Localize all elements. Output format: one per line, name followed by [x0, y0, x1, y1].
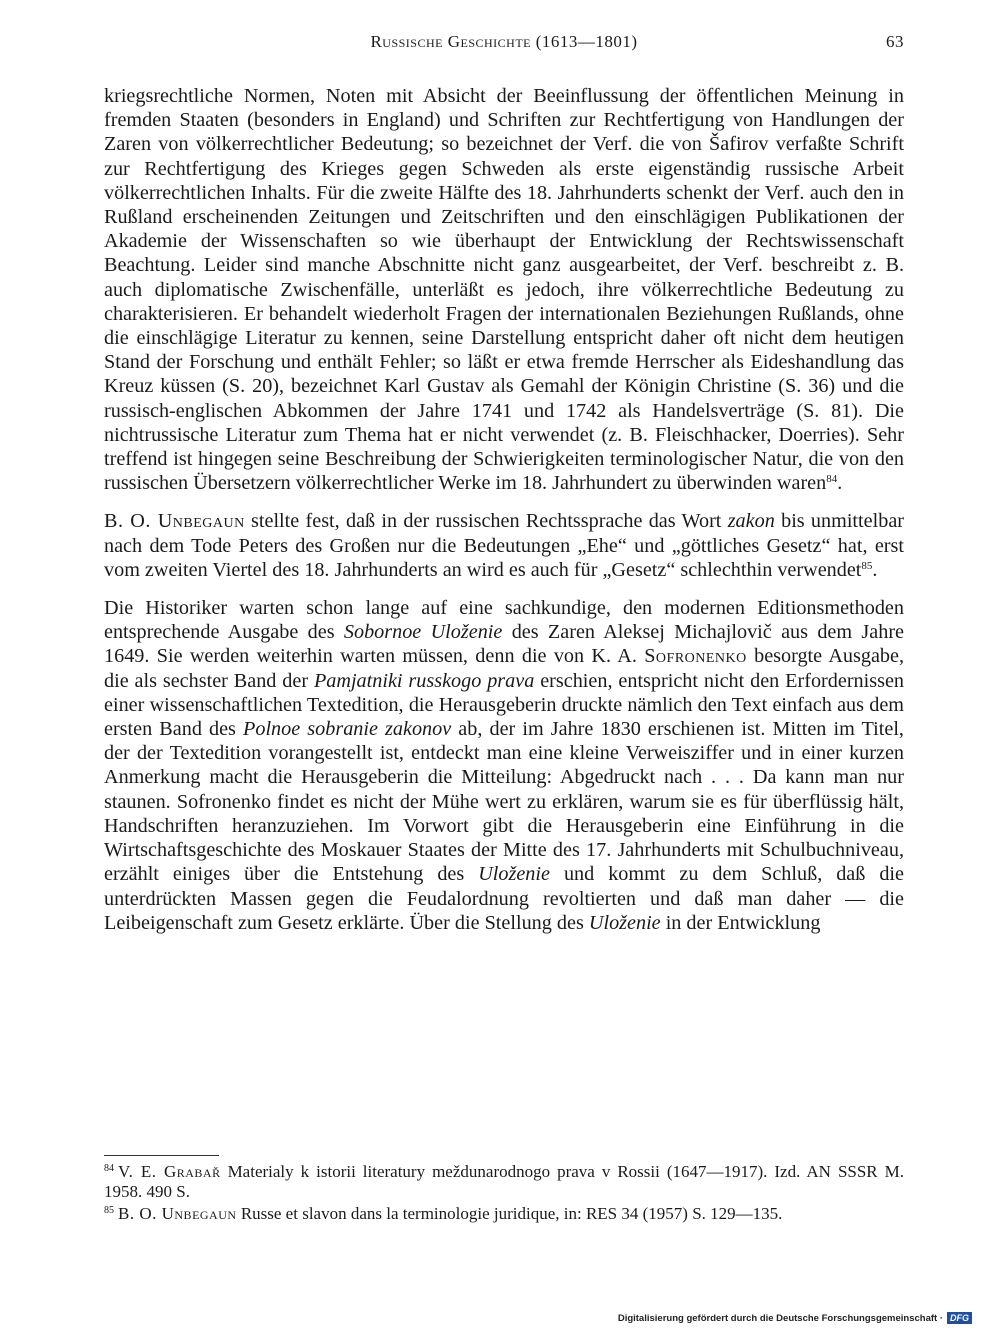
text-run: ab, der im Jahre 1830 erschienen ist. Mitten im Titel, der der Textedition vorangestellt ist, entdeckt man eine kleine Verweisziffer und in einer kurzen Anmerkung macht die Herausgeberin die Mitteilung: Abgedruckt nach . . . Da kann man nur staunen. Sofronenko findet es nicht der Mühe wert zu erklären, warum sie es für überflüssig hält, Handschriften heranzuziehen. Im Vorwort gibt die Herausgeberin eine Einführung in die Wirtschaftsgeschichte des Moskauer Staates der Mitte des 17. Jahrhunderts mit Schulbuchniveau, erzählt einiges über die Entstehung des: [104, 718, 904, 886]
text-run: in der Entwicklung: [660, 911, 821, 934]
footnote-ref-84[interactable]: 84: [826, 473, 838, 486]
paragraph-3: [104, 596, 904, 935]
paragraph-1: [104, 84, 904, 495]
footnote-84: [104, 1162, 904, 1201]
italic-title: Uloženie: [588, 911, 661, 934]
italic-title: Sobornoe Uloženie: [343, 621, 503, 644]
paragraph-2: [104, 509, 904, 582]
italic-title: Uloženie: [478, 863, 550, 886]
italic-title: Polnoe sobranie zakonov: [243, 718, 452, 741]
italic-title: Pamjatniki russkogo prava: [313, 669, 535, 692]
footnote-text: Materialy k istorii literatury meždunarodnogo prava v Rossii (1647—1917). Izd. AN SSSR M. 1958. 490 S.: [104, 1162, 905, 1201]
text-run: kriegsrechtliche Normen, Noten mit Absicht der Beeinflussung der öffentlichen Meinung in fremden Staaten (besonders in England) und Schriften zur Rechtfertigung von Handlungen der Zaren von völkerrechtlicher Bedeutung; so bezeichnet der Verf. die von Šafirov verfaßte Schrift zur Rechtfertigung des Krieges gegen Schweden als erste eigenständig russische Arbeit völkerrechtlichen Inhalts. Für die zweite Hälfte des 18. Jahrhunderts schenkt der Verf. auch den in Rußland erscheinenden Zeitungen und Zeitschriften und den einschlägigen Publikationen der Akademie der Wissenschaften so wie überhaupt der Entwicklung der Rechtswissenschaft Beachtung. Leider sind manche Abschnitte nicht ganz ausgearbeitet, der Verf. beschreibt z. B. auch diplomatische Zwischenfälle, unterläßt es jedoch, ihre völkerrechtliche Bedeutung zu charakterisieren. Er behandelt wiederholt Fragen der internationalen Beziehungen Rußlands, ohne die einschlägige Literatur zu kennen, seine Darstellung entspricht daher oft nicht dem heutigen Stand der Forschung und enthält Fehler; so läßt er etwa fremde Herrscher als Eideshandlung das Kreuz küssen (S. 20), bezeichnet Karl Gustav als Gemahl der Königin Christine (S. 36) und die russisch-englischen Abkommen der Jahre 1741 und 1742 als Handelsverträge (S. 81). Die nichtrussische Literatur zum Thema hat er nicht verwendet (z. B. Fleischhacker, Doerries). Sehr treffend ist hingegen seine Beschreibung der Schwierigkeiten terminologischer Natur, die von den russischen Übersetzern völkerrechtlicher Werke im 18. Jahrhundert zu überwinden waren: [104, 85, 904, 495]
digitization-credit: [618, 1312, 972, 1324]
running-title: Russische Geschichte (1613—1801): [370, 32, 638, 51]
text-run: des Zaren Aleksej Michajlovič aus dem Jahre 1649. Sie werden weiterhin warten müssen, denn die von K. A.: [104, 621, 905, 668]
text-run: .: [837, 472, 843, 495]
credit-text: Digitalisierung gefördert durch die Deutsche Forschungsgemeinschaft ·: [617, 1312, 943, 1324]
text-run: besorgte Ausgabe, die als sechster Band der: [104, 645, 905, 692]
footnote-text: Russe et slavon dans la terminologie juridique, in: RES 34 (1957) S. 129—135.: [236, 1204, 783, 1223]
text-run: .: [872, 558, 878, 581]
text-run: stellte fest, daß in der russischen Rechtssprache das Wort: [244, 510, 728, 533]
text-run: bis unmittelbar nach dem Tode Peters des Großen nur die Bedeutungen „Ehe“ und „göttliches Gesetz“ hat, erst vom zweiten Viertel des 18. Jahrhunderts an wird es auch für „Gesetz“ schlechthin verwendet: [104, 510, 904, 581]
footnote-ref-85[interactable]: 85: [861, 559, 873, 572]
text-run: Die Historiker warten schon lange auf eine sachkundige, den modernen Editionsmethoden entsprechende Ausgabe des: [104, 597, 904, 644]
text-run: und kommt zu dem Schluß, daß die unterdrückten Massen gegen die Feudalordnung revoltierten und daß man daher — die Leibeigenschaft zum Gesetz erklärte. Über die Stellung des: [104, 863, 904, 934]
footnote-divider: [104, 1155, 219, 1156]
footnotes: [104, 1162, 904, 1227]
author-name: Sofronenko: [644, 645, 747, 668]
footnote-author: B. O. Unbegaun: [118, 1204, 237, 1223]
dfg-logo-icon: DFG: [947, 1312, 972, 1324]
italic-term: zakon: [727, 510, 775, 533]
footnote-number: 84: [104, 1163, 114, 1174]
main-text: [104, 84, 904, 935]
footnote-85: [104, 1204, 904, 1224]
page-number: 63: [886, 32, 904, 51]
author-name: B. O. Unbegaun: [104, 510, 245, 533]
running-header: [104, 32, 904, 60]
text-run: erschien, entspricht nicht den Erfordernissen einer wissenschaftlichen Textedition, die Herausgeberin druckte nämlich den Text einfach aus dem ersten Band des: [104, 669, 905, 741]
footnote-author: V. E. Grabař: [118, 1162, 221, 1181]
footnote-number: 85: [104, 1205, 114, 1216]
